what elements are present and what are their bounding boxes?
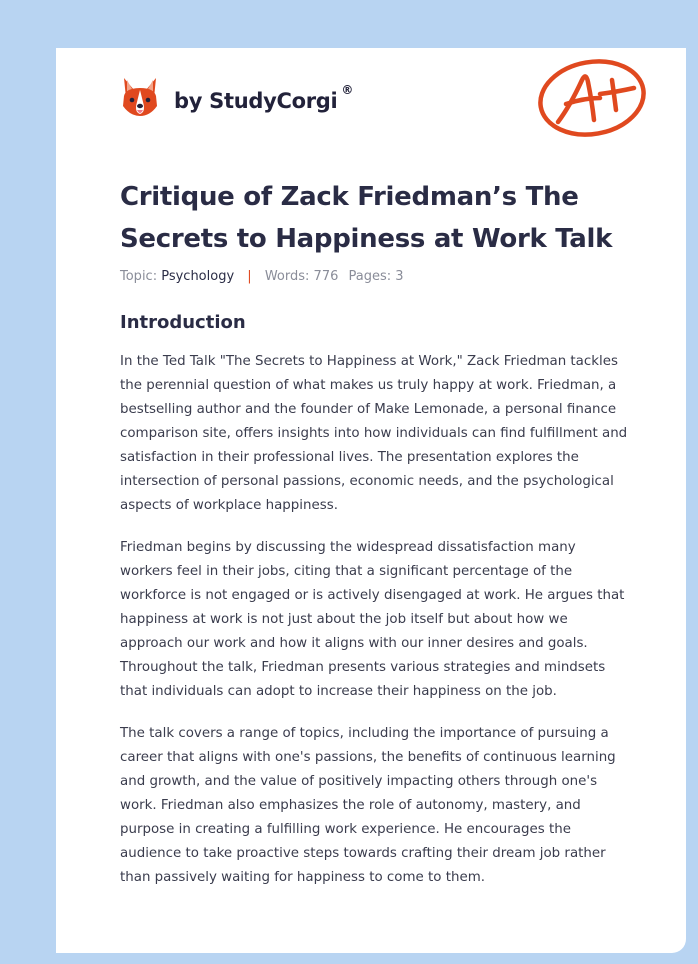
essay-title: Critique of Zack Friedman’s The Secrets to Happiness at Work Talk <box>120 182 613 254</box>
studycorgi-logo[interactable] <box>120 76 353 120</box>
topic-link[interactable]: Psychology <box>161 269 235 284</box>
topic-label: Topic: <box>120 269 158 284</box>
brand-name: by StudyCorgi ® <box>174 83 354 113</box>
document-page <box>56 48 686 953</box>
grade-badge <box>536 58 652 146</box>
words-count: 776 <box>313 269 339 284</box>
pages-label: Pages: <box>348 269 392 284</box>
registered-mark: ® <box>341 83 354 97</box>
section-heading: Introduction <box>120 312 246 333</box>
corgi-icon <box>120 76 160 120</box>
essay-body <box>120 350 630 908</box>
words-label: Words: <box>264 269 310 284</box>
essay-meta <box>120 269 404 284</box>
paragraph: The talk covers a range of topics, including the importance of pursuing a career that aligns with one's passions, the benefits of continuous learning and growth, and the value of positively impacting others through one's work. Friedman also emphasizes the role of autonomy, mastery, and purpose in creating a fulfilling work experience. He encourages the audience to take proactive steps towards crafting their dream job rather than passively waiting for happiness to come to them. <box>120 726 616 885</box>
paragraph: In the Ted Talk "The Secrets to Happiness at Work," Zack Friedman tackles the perennial question of what makes us truly happy at work. Friedman, a bestselling author and the founder of Make Lemonade, a personal finance comparison site, offers insights into how individuals can find fulfillment and satisfaction in their professional lives. The presentation explores the intersection of personal passions, economic needs, and the psychological aspects of workplace happiness. <box>120 354 628 513</box>
paragraph: Friedman begins by discussing the widespread dissatisfaction many workers feel in their jobs, citing that a significant percentage of the workforce is not engaged or is actively disengaged at work. He argues that happiness at work is not just about the job itself but about how we approach our work and how it aligns with our inner desires and goals. Throughout the talk, Friedman presents various strategies and mindsets that individuals can adopt to increase their happiness on the job. <box>120 540 625 699</box>
meta-separator: | <box>247 269 252 284</box>
a-plus-icon <box>536 58 652 142</box>
pages-count: 3 <box>395 269 404 284</box>
